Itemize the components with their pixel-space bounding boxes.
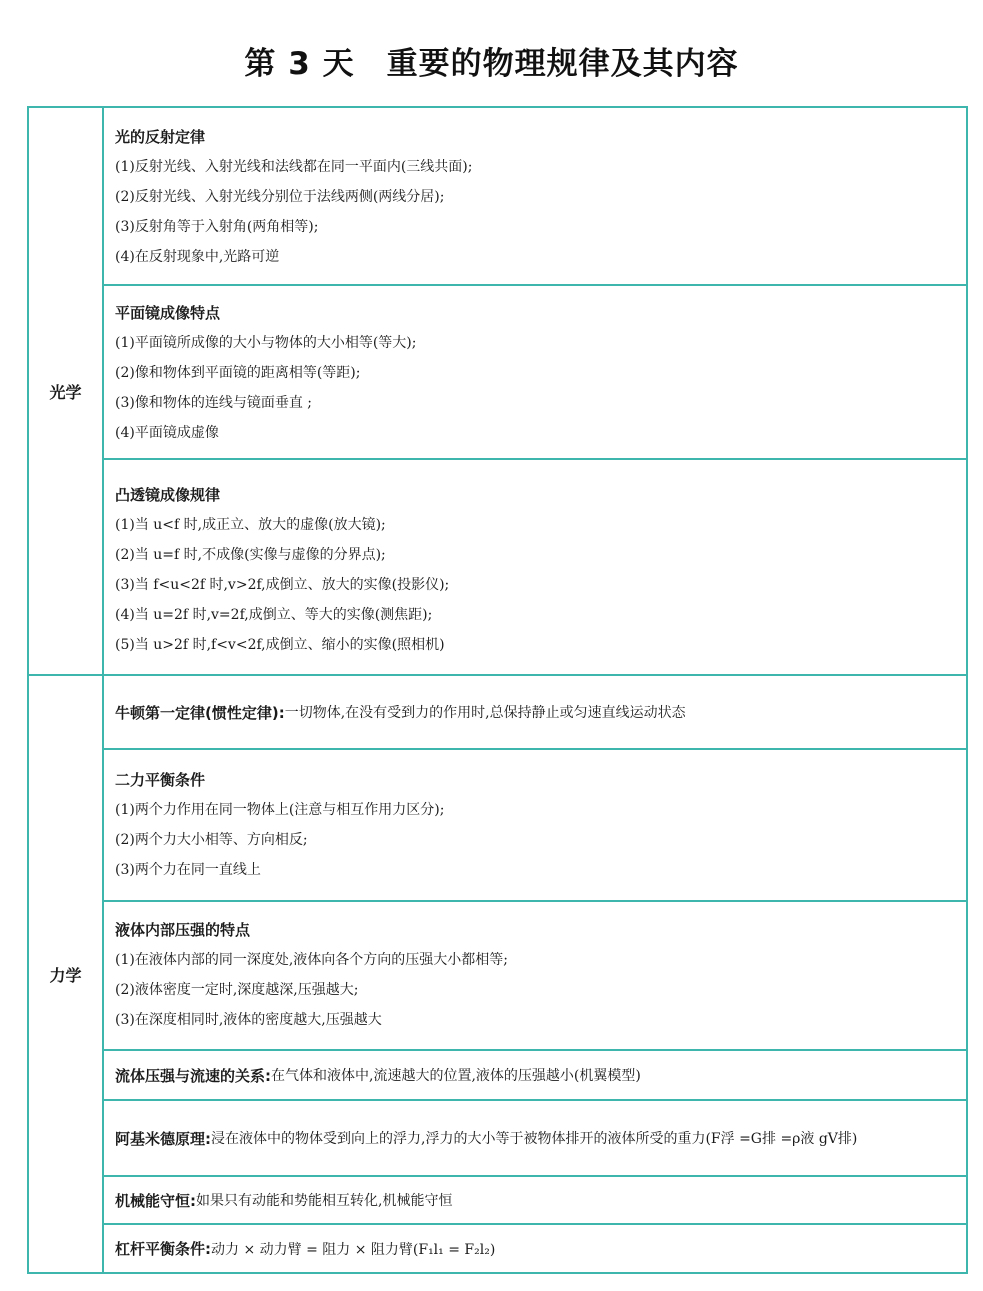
section-line: (1)反射光线、入射光线和法线都在同一平面内(三线共面); (115, 159, 473, 175)
law-label: 杠杆平衡条件: (115, 1240, 211, 1258)
section-heading: 二力平衡条件 (115, 771, 206, 789)
section-newton (104, 674, 966, 748)
section-line: (4)当 u=2f 时,v=2f,成倒立、等大的实像(测焦距); (115, 607, 433, 623)
category-mechanics: 力学 (29, 674, 104, 1272)
section-line: (1)当 u<f 时,成正立、放大的虚像(放大镜); (115, 517, 386, 533)
law-label: 机械能守恒: (115, 1191, 196, 1210)
category-optics: 光学 (29, 108, 104, 674)
section-line: (5)当 u>2f 时,f<v<2f,成倒立、缩小的实像(照相机) (115, 637, 445, 653)
section-line: (4)平面镜成虚像 (115, 425, 219, 441)
law-text: 如果只有动能和势能相互转化,机械能守恒 (196, 1193, 453, 1209)
section-balance (104, 748, 966, 900)
section-lever (104, 1223, 966, 1272)
section-line: (3)在深度相同时,液体的密度越大,压强越大 (115, 1012, 382, 1028)
law-text: 一切物体,在没有受到力的作用时,总保持静止或匀速直线运动状态 (284, 705, 686, 721)
section-line: (2)像和物体到平面镜的距离相等(等距); (115, 365, 361, 381)
section-heading: 凸透镜成像规律 (115, 486, 221, 504)
law-label: 牛顿第一定律(惯性定律): (115, 703, 285, 722)
section-energy (104, 1175, 966, 1223)
section-line: (2)反射光线、入射光线分别位于法线两侧(两线分居); (115, 189, 445, 205)
section-line: (3)当 f<u<2f 时,v>2f,成倒立、放大的实像(投影仪); (115, 577, 450, 593)
section-reflection (104, 108, 966, 284)
law-label: 阿基米德原理: (115, 1129, 211, 1148)
section-fluid (104, 1049, 966, 1099)
section-line: (2)当 u=f 时,不成像(实像与虚像的分界点); (115, 547, 386, 563)
section-line: (3)反射角等于入射角(两角相等); (115, 219, 319, 235)
law-label: 流体压强与流速的关系: (115, 1066, 271, 1085)
section-line: (1)平面镜所成像的大小与物体的大小相等(等大); (115, 335, 417, 351)
section-heading: 液体内部压强的特点 (115, 921, 251, 939)
section-line: (1)在液体内部的同一深度处,液体向各个方向的压强大小都相等; (115, 952, 508, 968)
page-title: 第 3 天 重要的物理规律及其内容 (244, 46, 739, 82)
section-line: (1)两个力作用在同一物体上(注意与相互作用力区分); (115, 802, 445, 818)
laws-table (27, 106, 968, 1274)
section-heading: 平面镜成像特点 (115, 304, 221, 322)
section-heading: 光的反射定律 (115, 128, 206, 146)
section-line: (4)在反射现象中,光路可逆 (115, 249, 280, 265)
section-line: (3)两个力在同一直线上 (115, 862, 261, 878)
section-convex-lens (104, 458, 966, 674)
section-line: (2)两个力大小相等、方向相反; (115, 832, 308, 848)
section-plane-mirror (104, 284, 966, 458)
section-liquid-pressure (104, 900, 966, 1049)
section-line: (3)像和物体的连线与镜面垂直 ; (115, 395, 312, 411)
law-text: 在气体和液体中,流速越大的位置,液体的压强越小(机翼模型) (271, 1068, 641, 1084)
section-line: (2)液体密度一定时,深度越深,压强越大; (115, 982, 359, 998)
law-text: 浸在液体中的物体受到向上的浮力,浮力的大小等于被物体排开的液体所受的重力(F浮 =G排 =ρ液 gV排) (211, 1131, 858, 1147)
section-archimedes (104, 1099, 966, 1175)
law-text: 动力 × 动力臂 = 阻力 × 阻力臂(F₁l₁ = F₂l₂) (211, 1241, 496, 1258)
